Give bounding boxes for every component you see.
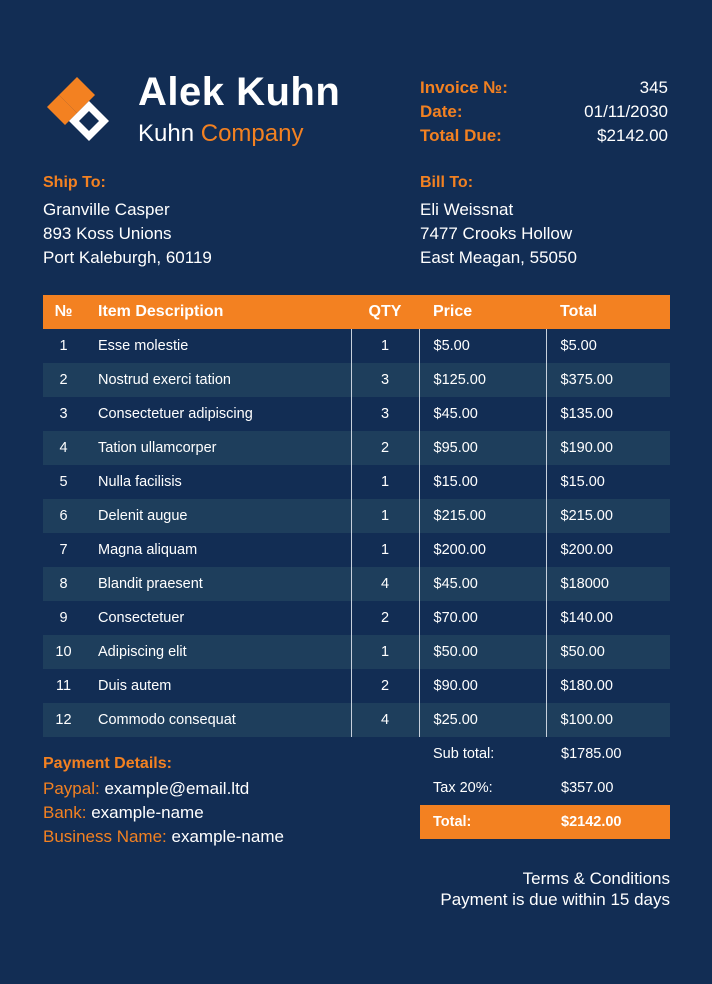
cell-number: 5	[43, 465, 84, 499]
ship-to-block	[43, 174, 212, 270]
tax-value: $357.00	[561, 780, 614, 796]
table-row	[43, 601, 670, 635]
table-row	[43, 397, 670, 431]
bill-to-line: Eli Weissnat	[420, 200, 514, 219]
invoice-date-label: Date:	[420, 102, 463, 121]
table-header-row	[43, 295, 670, 329]
cell-description: Tation ullamcorper	[84, 431, 351, 465]
ship-to-line: Port Kaleburgh, 60119	[43, 248, 212, 267]
cell-description: Esse molestie	[84, 329, 351, 363]
tax-label: Tax 20%:	[433, 780, 493, 796]
cell-description: Blandit praesent	[84, 567, 351, 601]
cell-description: Delenit augue	[84, 499, 351, 533]
bill-to-title: Bill To:	[420, 174, 474, 191]
cell-number: 10	[43, 635, 84, 669]
cell-qty: 2	[351, 601, 419, 635]
cell-number: 1	[43, 329, 84, 363]
cell-total: $15.00	[546, 465, 670, 499]
grand-total-row	[420, 805, 670, 839]
payment-paypal	[43, 779, 249, 799]
paypal-label: Paypal:	[43, 779, 100, 798]
subtotal-value: $1785.00	[561, 746, 622, 762]
cell-price: $125.00	[419, 363, 546, 397]
cell-number: 9	[43, 601, 84, 635]
terms-title: Terms & Conditions	[522, 869, 670, 888]
table-row	[43, 431, 670, 465]
items-table	[43, 295, 670, 737]
ship-to-line: Granville Casper	[43, 200, 170, 219]
terms-block	[440, 868, 670, 910]
cell-price: $70.00	[419, 601, 546, 635]
invoice-date-value: 01/11/2030	[584, 102, 668, 121]
cell-number: 7	[43, 533, 84, 567]
payment-details-title: Payment Details:	[43, 755, 172, 772]
cell-price: $45.00	[419, 397, 546, 431]
cell-price: $90.00	[419, 669, 546, 703]
sender-name: Alek Kuhn	[138, 70, 341, 114]
bank-value: example-name	[91, 803, 204, 822]
cell-qty: 1	[351, 635, 419, 669]
grand-total-label: Total:	[433, 814, 472, 830]
cell-qty: 4	[351, 703, 419, 737]
column-header-price: Price	[419, 295, 546, 329]
subtotal-label: Sub total:	[433, 746, 495, 762]
table-row	[43, 635, 670, 669]
cell-price: $200.00	[419, 533, 546, 567]
ship-to-line: 893 Koss Unions	[43, 224, 172, 243]
cell-qty: 1	[351, 329, 419, 363]
payment-bank	[43, 803, 204, 823]
column-header-qty: QTY	[351, 295, 419, 329]
cell-price: $215.00	[419, 499, 546, 533]
cell-description: Consectetuer	[84, 601, 351, 635]
paypal-value: example@email.ltd	[104, 779, 250, 798]
cell-total: $50.00	[546, 635, 670, 669]
cell-description: Commodo consequat	[84, 703, 351, 737]
business-label: Business Name:	[43, 827, 167, 846]
cell-total: $190.00	[546, 431, 670, 465]
cell-number: 4	[43, 431, 84, 465]
cell-number: 12	[43, 703, 84, 737]
terms-text: Payment is due within 15 days	[440, 890, 670, 909]
cell-total: $18000	[546, 567, 670, 601]
ship-to-title: Ship To:	[43, 174, 106, 191]
cell-total: $5.00	[546, 329, 670, 363]
cell-total: $375.00	[546, 363, 670, 397]
cell-price: $45.00	[419, 567, 546, 601]
column-header-number: №	[43, 295, 84, 329]
cell-price: $15.00	[419, 465, 546, 499]
cell-qty: 1	[351, 465, 419, 499]
cell-number: 8	[43, 567, 84, 601]
invoice-meta	[420, 78, 668, 150]
cell-description: Consectetuer adipiscing	[84, 397, 351, 431]
bill-to-line: 7477 Crooks Hollow	[420, 224, 573, 243]
cell-qty: 3	[351, 397, 419, 431]
cell-description: Magna aliquam	[84, 533, 351, 567]
company-name	[138, 120, 303, 148]
payment-business	[43, 827, 284, 847]
bill-to-block	[420, 174, 577, 270]
business-value: example-name	[171, 827, 284, 846]
cell-price: $95.00	[419, 431, 546, 465]
table-row	[43, 703, 670, 737]
cell-description: Nulla facilisis	[84, 465, 351, 499]
total-due-row	[420, 126, 668, 150]
grand-total-value: $2142.00	[561, 814, 622, 830]
cell-description: Duis autem	[84, 669, 351, 703]
tax-row	[420, 771, 670, 805]
table-row	[43, 669, 670, 703]
cell-qty: 1	[351, 499, 419, 533]
table-row	[43, 567, 670, 601]
table-row	[43, 499, 670, 533]
cell-qty: 1	[351, 533, 419, 567]
total-due-value: $2142.00	[597, 126, 668, 145]
table-row	[43, 363, 670, 397]
column-header-description: Item Description	[84, 295, 351, 329]
total-due-label: Total Due:	[420, 126, 502, 145]
cell-total: $180.00	[546, 669, 670, 703]
cell-number: 6	[43, 499, 84, 533]
cell-total: $135.00	[546, 397, 670, 431]
bill-to-line: East Meagan, 55050	[420, 248, 577, 267]
cell-total: $140.00	[546, 601, 670, 635]
subtotal-row	[420, 737, 670, 771]
company-name-second: Company	[200, 120, 304, 147]
invoice-number-value: 345	[639, 78, 668, 97]
cell-total: $200.00	[546, 533, 670, 567]
cell-qty: 4	[351, 567, 419, 601]
cell-number: 3	[43, 397, 84, 431]
cell-number: 11	[43, 669, 84, 703]
cell-qty: 2	[351, 669, 419, 703]
invoice-number-label: Invoice №:	[420, 78, 508, 97]
company-logo-icon	[43, 75, 111, 143]
table-row	[43, 533, 670, 567]
cell-total: $100.00	[546, 703, 670, 737]
bank-label: Bank:	[43, 803, 87, 822]
cell-price: $5.00	[419, 329, 546, 363]
cell-number: 2	[43, 363, 84, 397]
cell-description: Adipiscing elit	[84, 635, 351, 669]
cell-description: Nostrud exerci tation	[84, 363, 351, 397]
table-row	[43, 329, 670, 363]
invoice-date-row	[420, 102, 668, 126]
cell-total: $215.00	[546, 499, 670, 533]
table-row	[43, 465, 670, 499]
cell-qty: 3	[351, 363, 419, 397]
cell-price: $50.00	[419, 635, 546, 669]
cell-price: $25.00	[419, 703, 546, 737]
cell-qty: 2	[351, 431, 419, 465]
column-header-total: Total	[546, 295, 670, 329]
company-name-first: Kuhn	[138, 120, 195, 147]
invoice-number-row	[420, 78, 668, 102]
